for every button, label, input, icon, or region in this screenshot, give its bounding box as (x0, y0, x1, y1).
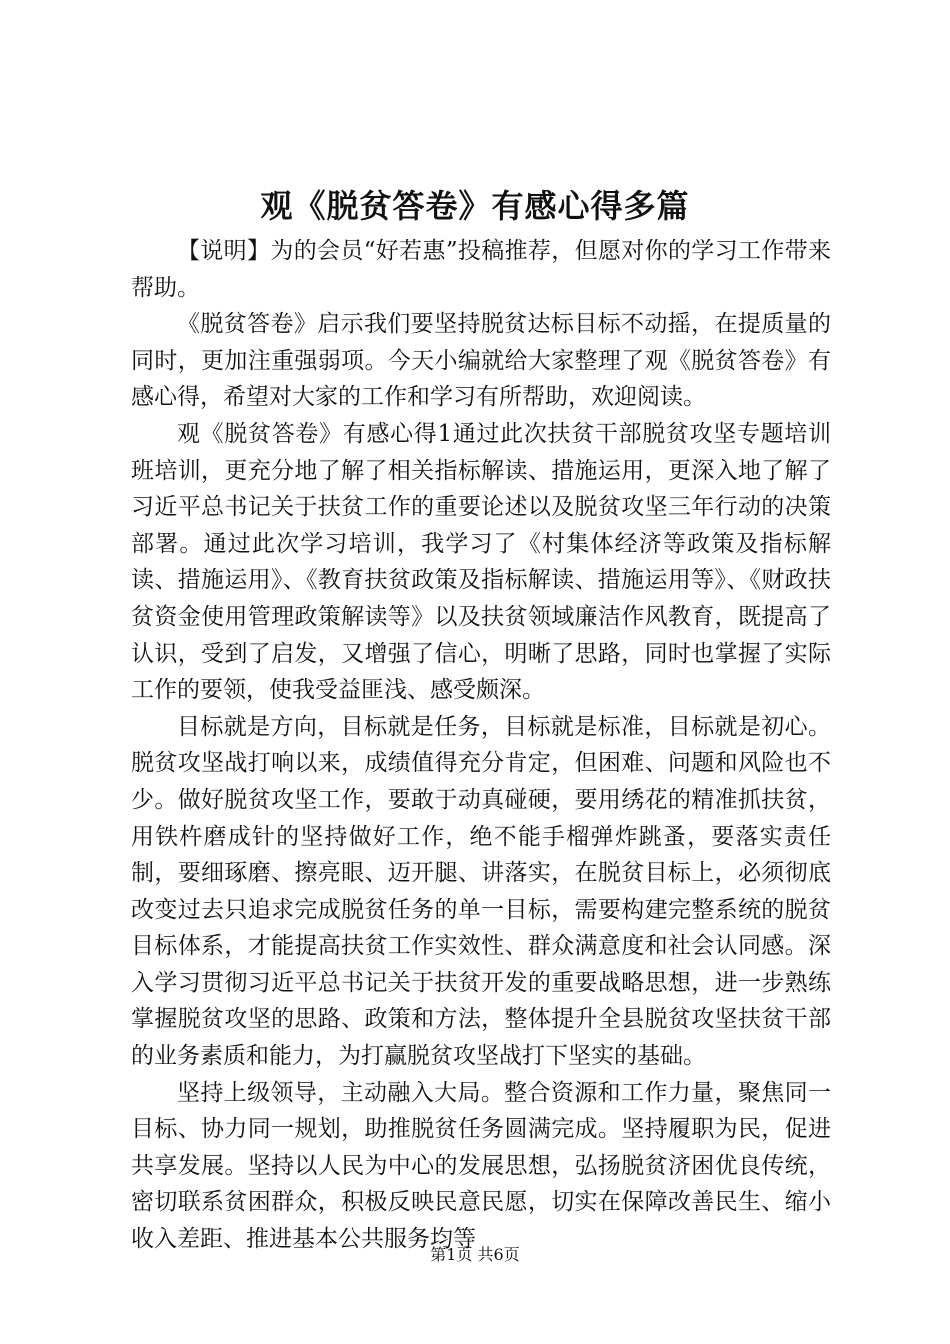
paragraph-note: 【说明】为的会员“好若惠”投稿推荐，但愿对你的学习工作带来帮助。 (131, 238, 831, 301)
paragraph-goals: 目标就是方向，目标就是任务，目标就是标准，目标就是初心。脱贫攻坚战打响以来，成绩值得充分肯定，但困难、问题和风险也不少。做好脱贫攻坚工作，要敢于动真碰硬，要用绣花的精准抓扶贫，用铁杵磨成针的坚持做好工作，绝不能手榴弹炸跳蚤，要落实责任制，要细琢磨、擦亮眼、迈开腿、讲落实，在脱贫目标上，必须彻底改变过去只追求完成脱贫任务的单一目标，需要构建完整系统的脱贫目标体系，才能提高扶贫工作实效性、群众满意度和社会认同感。深入学习贯彻习近平总书记关于扶贫开发的重要战略思想，进一步熟练掌握脱贫攻坚的思路、政策和方法，整体提升全县脱贫攻坚扶贫干部的业务素质和能力，为打赢脱贫攻坚战打下坚实的基础。 (131, 713, 831, 1070)
paragraph-leadership: 坚持上级领导，主动融入大局。整合资源和工作力量，聚焦同一目标、协力同一规划，助推脱贫任务圆满完成。坚持履职为民，促进共享发展。坚持以人民为中心的发展思想，弘扬脱贫济困优良传统，密切联系贫困群众，积极反映民意民愿，切实在保障改善民生、缩小收入差距、推进基本公共服务均等 (131, 1079, 831, 1253)
document-body (131, 233, 831, 1258)
document-title: 观《脱贫答卷》有感心得多篇 (260, 187, 690, 225)
page-number-footer: 第1页 共6页 (430, 1245, 520, 1264)
paragraph-intro: 《脱贫答卷》启示我们要坚持脱贫达标目标不动摇，在提质量的同时，更加注重强弱项。今天小编就给大家整理了观《脱贫答卷》有感心得，希望对大家的工作和学习有所帮助，欢迎阅读。 (131, 311, 831, 411)
paragraph-reflection-1: 观《脱贫答卷》有感心得1通过此次扶贫干部脱贫攻坚专题培训班培训，更充分地了解了相关指标解读、措施运用，更深入地了解了习近平总书记关于扶贫工作的重要论述以及脱贫攻坚三年行动的决策部署。通过此次学习培训，我学习了《村集体经济等政策及指标解读、措施运用》、《教育扶贫政策及指标解读、措施运用等》、《财政扶贫资金使用管理政策解读等》以及扶贫领域廉洁作风教育，既提高了认识，受到了启发，又增强了信心，明晰了思路，同时也掌握了实际工作的要领，使我受益匪浅、感受颇深。 (131, 420, 831, 704)
